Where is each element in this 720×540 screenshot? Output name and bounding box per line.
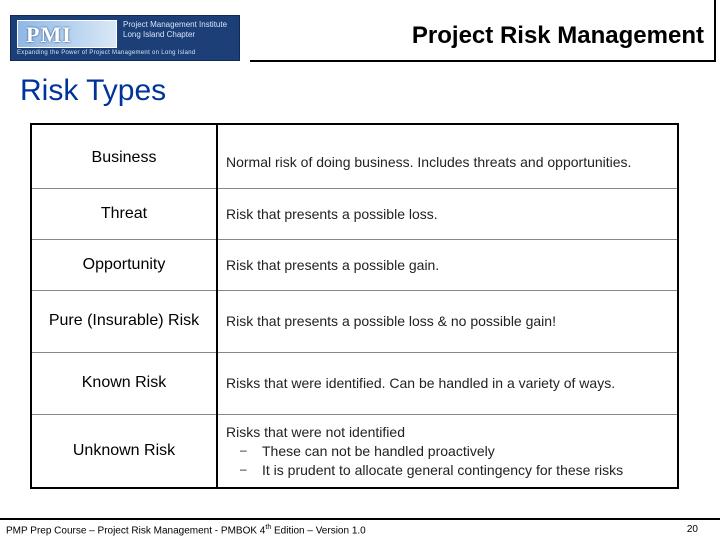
risk-description-cell: Risks that were identified. Can be handled in a variety of ways. (226, 375, 616, 391)
pmi-logo (10, 15, 240, 61)
footer-sup: th (265, 524, 272, 531)
risk-description-cell: Risk that presents a possible gain. (226, 256, 440, 273)
risk-types-table (30, 123, 679, 489)
pmi-org-line2: Long Island Chapter (123, 30, 196, 39)
pmi-logo-mark (17, 20, 117, 48)
dash-bullet-icon: – (240, 442, 247, 457)
risk-type-cell: Known Risk (31, 352, 217, 414)
dash-bullet-icon: – (240, 461, 247, 476)
table-row (31, 124, 678, 188)
pmi-logo-org (123, 20, 235, 40)
list-item (226, 443, 677, 459)
footer-divider (0, 518, 720, 520)
footer-suffix: Edition – Version 1.0 (271, 525, 366, 537)
pmi-logo-tagline: Expanding the Power of Project Management on Long Island (17, 50, 196, 56)
risk-description-cell: Risk that presents a possible loss. (226, 205, 438, 222)
risk-type-cell: Pure (Insurable) Risk (31, 290, 217, 352)
unknown-risk-bullets (226, 443, 677, 478)
pmi-org-line1: Project Management Institute (123, 20, 228, 29)
bullet-text: It is prudent to allocate general contingency for these risks (262, 461, 624, 478)
risk-description-cell (217, 414, 678, 488)
table-row (31, 239, 678, 290)
risk-type-cell: Opportunity (31, 239, 217, 290)
risk-type-cell: Unknown Risk (31, 414, 217, 488)
footer-prefix: PMP Prep Course – Project Risk Management - PMBOK 4 (6, 525, 266, 537)
table-row (31, 290, 678, 352)
slide-title: Risk Types (20, 74, 167, 107)
risk-description-cell: Normal risk of doing business. Includes threats and opportunities. (226, 154, 632, 171)
page-number: 20 (686, 524, 698, 535)
pmi-logo-letters: PMI (26, 22, 72, 47)
bullet-text: These can not be handled proactively (262, 442, 495, 459)
footer-course-label (6, 524, 366, 536)
header-title: Project Risk Management (411, 22, 704, 49)
risk-type-cell: Business (31, 124, 217, 188)
risk-description-cell: Risk that presents a possible loss & no possible gain! (226, 313, 556, 329)
table-row (31, 188, 678, 239)
list-item (226, 462, 677, 478)
table-row (31, 352, 678, 414)
table-row (31, 414, 678, 488)
risk-description-text: Risks that were not identified (226, 423, 405, 440)
risk-type-cell: Threat (31, 188, 217, 239)
